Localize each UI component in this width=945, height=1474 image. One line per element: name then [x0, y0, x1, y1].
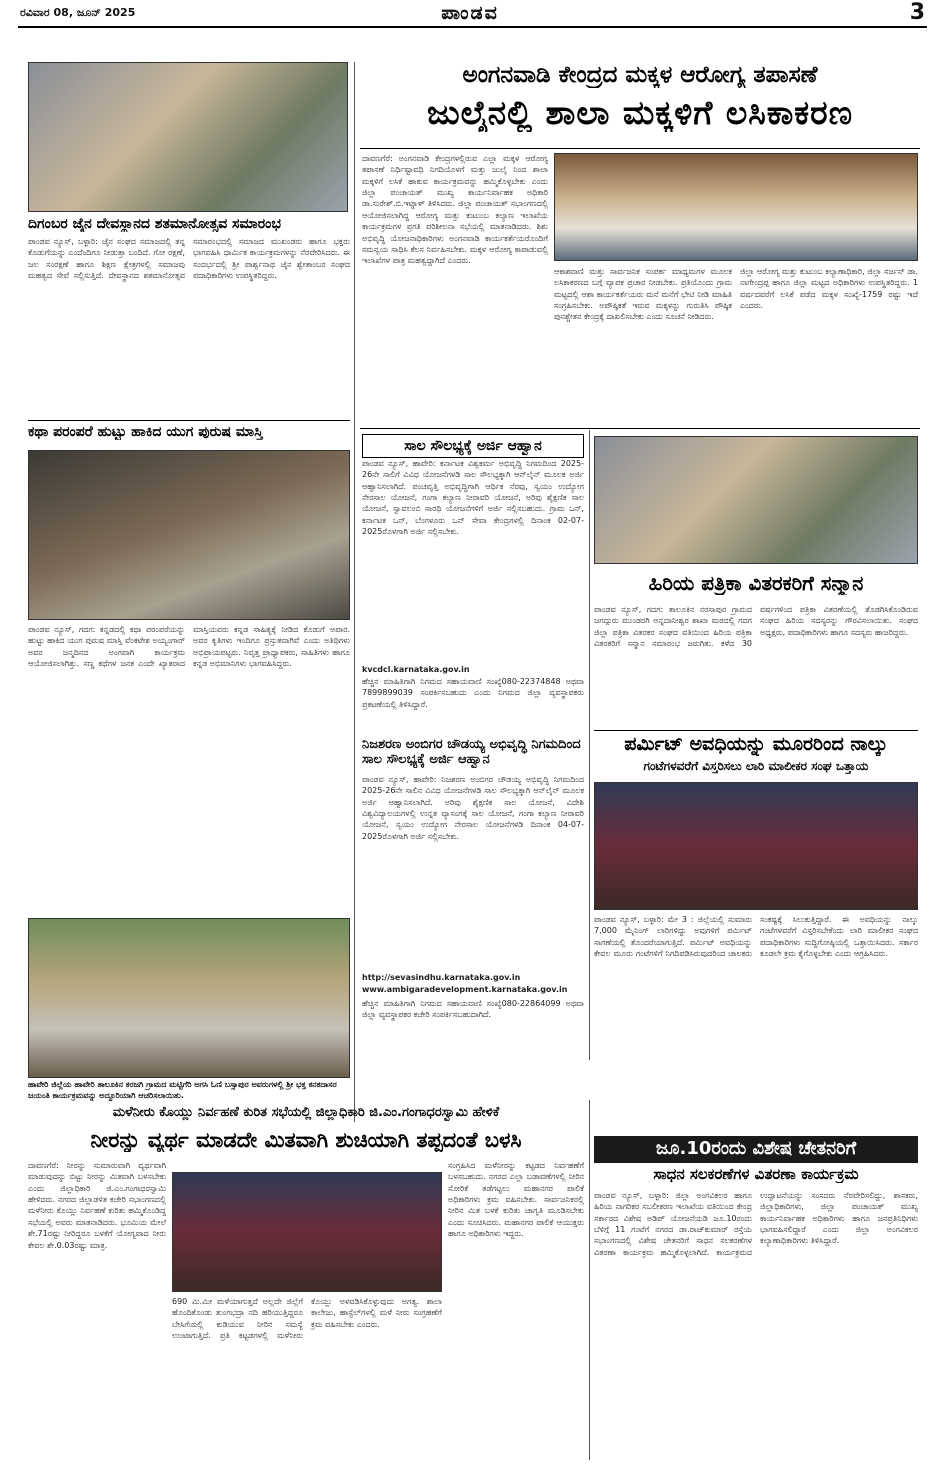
kanaka-jayanti-caption: ಹಾವೇರಿ ಜಿಲ್ಲೆಯ ಹಾವೇರಿ ತಾಲೂಕಿನ ಕರಜಗಿ ಗ್ರಾಮದ ಮಟ್ಟಿಗೆರಿ ಅಗಸಿ ಓಣಿ ಬಸ್ಸಾಪುರ ಅವರುಗಳಲ್ಲಿ ಶ್ರೀ ಭಕ್ತ ಕನಕದಾಸರ ಜಯಂತಿ ಕಾರ್ಯಕ್ರಮವನ್ನು ಅದ್ದೂರಿಯಾಗಿ ಆಚರಿಸಲಾಯಿತು.: [28, 1080, 337, 1100]
water-body-a: ದಾವಣಗೆರೆ: ನೀರನ್ನು ಸುಮಾರುವಾಗಿ ವ್ಯರ್ಥವಾಗಿ ಮಾಡುವುದನ್ನು ಬಿಟ್ಟು ನೀರನ್ನು ಮಿತವಾಗಿ ಬಳಸಬೇಕು ಎಂದು ಜಿಲ್ಲಾಧಿಕಾರಿ ಜಿ.ಎಂ.ಗಂಗಾಧರಸ್ವಾಮಿ ಹೇಳಿದರು. ನಗರದ ಜಿಲ್ಲಾಡಳಿತ ಕಚೇರಿ ಸಭಾಂಗಣದಲ್ಲಿ ಮಳೆನೀರು ಕೊಯ್ಲು ನಿರ್ವಹಣೆ ಕುರಿತು ಹಮ್ಮಿಕೊಂಡಿದ್ದ ಸಭೆಯಲ್ಲಿ ಅವರು ಮಾತನಾಡಿದರು. ಭೂಮಿಯ ಮೇಲೆ ಶೇ.71ರಷ್ಟು ನೀರಿದ್ದರೂ ಬಳಕೆಗೆ ಯೋಗ್ಯವಾದ ನೀರು ಕೇವಲ ಶೇ.0.03ರಷ್ಟು ಮಾತ್ರ.: [28, 1161, 166, 1250]
divider: [594, 730, 918, 731]
main-body-a: ದಾವಣಗೆರೆ: ಅಂಗನವಾಡಿ ಕೇಂದ್ರಗಳಲ್ಲಿರುವ ಎಲ್ಲಾ ಮಕ್ಕಳ ಆರೋಗ್ಯ ತಪಾಸಣೆ ನಿರ್ಧಿಷ್ಟಾವಧಿ ನಿಗದಿಯೊಳಗೆ ಮತ್ತು ಜುಲೈ ನಿಂದ ಶಾಲಾ ಮಕ್ಕಳಿಗೆ ಲಸಿಕೆ ಹಾಕುವ ಕಾರ್ಯಕ್ರಮವನ್ನು ಹಮ್ಮಿಕೊಳ್ಳಬೇಕು ಎಂದು ಜಿಲ್ಲಾ ಪಂಚಾಯತ್ ಮುಖ್ಯ ಕಾರ್ಯನಿರ್ವಾಹಕ ಅಧಿಕಾರಿ ಡಾ.ಸುರೇಶ್.ಬಿ.ಇಟ್ನಾಳ್ ತಿಳಿಸಿದರು. ಜಿಲ್ಲಾ ಪಂಚಾಯತ್ ಸಭಾಂಗಣದಲ್ಲಿ ಆಯೋಜಿಸಲಾಗಿದ್ದ ಆರೋಗ್ಯ ಮತ್ತು ಕುಟುಂಬ ಕಲ್ಯಾಣ ಇಲಾಖೆಯ ಕಾರ್ಯಕ್ರಮಗಳ ಪ್ರಗತಿ ಪರಿಶೀಲನಾ ಸಭೆಯಲ್ಲಿ ಮಾತನಾಡಿದರು. ಶಿಶು ಅಭಿವೃದ್ಧಿ ಯೋಜನಾಧಿಕಾರಿಗಳು ಅಂಗನವಾಡಿ ಕಾರ್ಯಕರ್ತೆಯರೊಂದಿಗೆ ಸಮನ್ವಯ ಸಾಧಿಸಿ ಕೆಲಸ ನಿರ್ವಹಿಸಬೇಕು. ಮಕ್ಕಳ ಆರೋಗ್ಯ ಕಾಪಾಡುವಲ್ಲಿ ಇಲಾಖೆಗಳ ಪಾತ್ರ ಮಹತ್ವದ್ದಾಗಿದೆ ಎಂದರು.: [362, 154, 548, 266]
kanaka-jayanti-photo: [28, 918, 350, 1078]
ambiga-body: ಪಾಂಡವ ನ್ಯೂಸ್, ಹಾವೇರಿ: ನಿಜಶರಣ ಅಂಬಿಗರ ಚೌಡಯ್ಯ ಅಭಿವೃದ್ಧಿ ನಿಗಮದಿಂದ 2025-26ನೇ ಸಾಲಿನ ವಿವಿಧ ಯೋಜನೆಗಳಡಿ ಸಾಲ ಸೌಲಭ್ಯಕ್ಕಾಗಿ ಆನ್‌ಲೈನ್ ಮೂಲಕ ಅರ್ಜಿ ಆಹ್ವಾನಿಸಲಾಗಿದೆ. ಅರಿವು ಶೈಕ್ಷಣಿಕ ಸಾಲ ಯೋಜನೆ, ವಿದೇಶಿ ವಿಶ್ವವಿದ್ಯಾಲಯಗಳಲ್ಲಿ ಉನ್ನತ ವ್ಯಾಸಂಗಕ್ಕೆ ಸಾಲ ಯೋಜನೆ, ಗಂಗಾ ಕಲ್ಯಾಣ ನೀರಾವರಿ ಯೋಜನೆ, ಸ್ವಯಂ ಉದ್ಯೋಗ ನೇರಸಾಲ ಯೋಜನೆಗಳಡಿ ದಿನಾಂಕ 04-07-2025ರೊಳಗಾಗಿ ಅರ್ಜಿ ಸಲ್ಲಿಸಬೇಕು.: [362, 775, 584, 841]
masti-headline: ಕಥಾ ಪರಂಪರೆ ಹುಟ್ಟು ಹಾಕಿದ ಯುಗ ಪುರುಷ ಮಾಸ್ತಿ: [28, 424, 263, 440]
divider: [360, 148, 920, 149]
column-divider: [354, 62, 355, 1122]
ambiga-url-2[interactable]: www.ambigaradevelopment.karnataka.gov.in: [362, 985, 568, 994]
newspaper-name: ಪಾಂಡವ: [441, 2, 499, 24]
water-body-c: ಸಂಗ್ರಹಿಸಿದ ಮಳೆನೀರನ್ನು ಕಟ್ಟಡದ ನಿರ್ವಹಣೆಗೆ ಬಳಸಬಹುದು. ನಗರದ ಎಲ್ಲಾ ಬಡಾವಣೆಗಳಲ್ಲಿ ನೀರಿನ ಸೋರಿಕೆ ತಡೆಗಟ್ಟಲು ಮಹಾನಗರ ಪಾಲಿಕೆ ಅಧಿಕಾರಿಗಳು ಕ್ರಮ ವಹಿಸಬೇಕು. ಸಾರ್ವಜನಿಕರಲ್ಲಿ ನೀರಿನ ಮಿತ ಬಳಕೆ ಕುರಿತು ಜಾಗೃತಿ ಮೂಡಿಸಬೇಕು ಎಂದು ಸೂಚಿಸಿದರು. ಮಹಾನಗರ ಪಾಲಿಕೆ ಆಯುಕ್ತರು ಹಾಗೂ ಅಧಿಕಾರಿಗಳು ಇದ್ದರು.: [448, 1161, 584, 1239]
divider: [28, 420, 350, 421]
main-headline: ಜುಲೈನಲ್ಲಿ ಶಾಲಾ ಮಕ್ಕಳಿಗೆ ಲಸಿಕಾಕರಣ: [427, 94, 853, 132]
disabled-body: ಪಾಂಡವ ನ್ಯೂಸ್, ಬಳ್ಳಾರಿ: ಜಿಲ್ಲಾ ಅಂಗವಿಕಲರ ಹಾಗೂ ಹಿರಿಯ ನಾಗರಿಕರ ಸಬಲೀಕರಣ ಇಲಾಖೆಯ ವತಿಯಿಂದ ಕೇಂದ್ರ ಸರ್ಕಾರದ ವಿಶೇಷ ಅಡಿಪ್ ಯೋಜನೆಯಡಿ ಜೂ.10ರಂದು ಬೆಳಿಗ್ಗೆ 11 ಗಂಟೆಗೆ ನಗರದ ಡಾ.ರಾಜ್‌ಕುಮಾರ್ ರಸ್ತೆಯ ಸಭಾಂಗಣದಲ್ಲಿ ವಿಶೇಷ ಚೇತನರಿಗೆ ಸಾಧನ ಸಲಕರಣೆಗಳ ವಿತರಣಾ ಕಾರ್ಯಕ್ರಮ ಹಮ್ಮಿಕೊಳ್ಳಲಾಗಿದೆ. ಕಾರ್ಯಕ್ರಮದ ಉದ್ಘಾಟನೆಯನ್ನು ಸಂಸದರು ನೆರವೇರಿಸಲಿದ್ದು, ಶಾಸಕರು, ಜಿಲ್ಲಾಧಿಕಾರಿಗಳು, ಜಿಲ್ಲಾ ಪಂಚಾಯತ್ ಮುಖ್ಯ ಕಾರ್ಯನಿರ್ವಾಹಕ ಅಧಿಕಾರಿಗಳು ಹಾಗೂ ಜನಪ್ರತಿನಿಧಿಗಳು ಭಾಗವಹಿಸಲಿದ್ದಾರೆ ಎಂದು ಜಿಲ್ಲಾ ಅಂಗವಿಕಲರ ಕಲ್ಯಾಣಾಧಿಕಾರಿಗಳು ತಿಳಿಸಿದ್ದಾರೆ.: [594, 1191, 918, 1257]
masti-body: ಪಾಂಡವ ನ್ಯೂಸ್, ಗದಗ: ಕನ್ನಡದಲ್ಲಿ ಕಥಾ ಪರಂಪರೆಯನ್ನು ಹುಟ್ಟು ಹಾಕಿದ ಯುಗ ಪುರುಷ ಮಾಸ್ತಿ ವೆಂಕಟೇಶ ಅಯ್ಯಂಗಾರ್ ಅವರ ಜನ್ಮದಿನದ ಅಂಗವಾಗಿ ಕಾರ್ಯಕ್ರಮ ಆಯೋಜಿಸಲಾಗಿತ್ತು. ಸಣ್ಣ ಕಥೆಗಳ ಜನಕ ಎಂದೇ ಖ್ಯಾತರಾದ ಮಾಸ್ತಿಯವರು ಕನ್ನಡ ಸಾಹಿತ್ಯಕ್ಕೆ ನೀಡಿದ ಕೊಡುಗೆ ಅಪಾರ. ಅವರ ಕೃತಿಗಳು ಇಂದಿಗೂ ಪ್ರಸ್ತುತವಾಗಿವೆ ಎಂದು ಅತಿಥಿಗಳು ಅಭಿಪ್ರಾಯಪಟ್ಟರು. ನಿವೃತ್ತ ಪ್ರಾಧ್ಯಾಪಕರು, ಸಾಹಿತಿಗಳು ಹಾಗೂ ಕನ್ನಡ ಅಭಿಮಾನಿಗಳು ಭಾಗವಹಿಸಿದ್ದರು.: [28, 625, 350, 669]
page-number: 3: [909, 0, 925, 25]
water-meeting-photo: [172, 1172, 442, 1292]
water-headline: ನೀರನ್ನು ವ್ಯರ್ಥ ಮಾಡದೇ ಮಿತವಾಗಿ ಶುಚಿಯಾಗಿ ತಪ್ಪದಂತೆ ಬಳಸಿ: [90, 1128, 522, 1152]
vendors-body: ಪಾಂಡವ ನ್ಯೂಸ್, ಗದಗ: ತಾಲೂಕಿನ ನರಸಾಪುರ ಗ್ರಾಮದ ಜಗದ್ಗುರು ಮುಂಡರಗಿ ಅನ್ನದಾನೀಶ್ವರ ಶಾಖಾ ಮಠದಲ್ಲಿ ಗದಗ ಜಿಲ್ಲಾ ಪತ್ರಿಕಾ ವಿತರಕರ ಸಂಘದ ವತಿಯಿಂದ ಹಿರಿಯ ಪತ್ರಿಕಾ ವಿತರಕರಿಗೆ ಸನ್ಮಾನ ಸಮಾರಂಭ ಜರುಗಿತು. ಕಳೆದ 30 ವರ್ಷಗಳಿಂದ ಪತ್ರಿಕಾ ವಿತರಣೆಯಲ್ಲಿ ತೊಡಗಿಸಿಕೊಂಡಿರುವ ಸಂಘದ ಹಿರಿಯ ಸದಸ್ಯರನ್ನು ಗೌರವಿಸಲಾಯಿತು. ಸಂಘದ ಅಧ್ಯಕ್ಷರು, ಪದಾಧಿಕಾರಿಗಳು ಹಾಗೂ ಸದಸ್ಯರು ಹಾಜರಿದ್ದರು.: [594, 605, 918, 649]
main-body-c: ಆಕಾಶವಾಣಿ ಮತ್ತು ಸಾರ್ವಜನಿಕ ಸಂಪರ್ಕ ಮಾಧ್ಯಮಗಳ ಮೂಲಕ ಲಸಿಕಾಕರಣದ ಬಗ್ಗೆ ವ್ಯಾಪಕ ಪ್ರಚಾರ ನೀಡಬೇಕು. ಪ್ರತಿಯೊಂದು ಗ್ರಾಮ ಮಟ್ಟದಲ್ಲಿ ಆಶಾ ಕಾರ್ಯಕರ್ತೆಯರು ಮನೆ ಮನೆಗೆ ಭೇಟಿ ನೀಡಿ ಮಾಹಿತಿ ಸಂಗ್ರಹಿಸಬೇಕು. ಅಪೌಷ್ಠಿಕತೆ ಇರುವ ಮಕ್ಕಳನ್ನು ಗುರುತಿಸಿ ಪೌಷ್ಠಿಕ ಪುನಶ್ಚೇತನ ಕೇಂದ್ರಕ್ಕೆ ದಾಖಲಿಸಬೇಕು ಎಂದು ಸೂಚನೆ ನೀಡಿದರು.: [554, 267, 732, 322]
lorry-headline: ಪರ್ಮಿಟ್ ಅವಧಿಯನ್ನು ಮೂರರಿಂದ ನಾಲ್ಕು: [624, 734, 888, 755]
issue-date: ರವಿವಾರ 08, ಜೂನ್ 2025: [20, 6, 136, 19]
jain-headline: ದಿಗಂಬರ ಜೈನ ದೇವಸ್ಥಾನದ ಶತಮಾನೋತ್ಸವ ಸಮಾರಂಭ: [28, 216, 281, 232]
disabled-kicker: ಜೂ.10ರಂದು ವಿಶೇಷ ಚೇತನರಿಗೆ: [594, 1136, 918, 1163]
disabled-headline: ಸಾಧನ ಸಲಕರಣೆಗಳ ವಿತರಣಾ ಕಾರ್ಯಕ್ರಮ: [653, 1166, 859, 1183]
lorry-body: ಪಾಂಡವ ನ್ಯೂಸ್, ಬಳ್ಳಾರಿ: ಮೇ 3 : ಜಿಲ್ಲೆಯಲ್ಲಿ ಸುಮಾರು 7,000 ಮೈನಿಂಗ್ ಲಾರಿಗಳಿದ್ದು ಅವುಗಳಿಗೆ ಪರ್ಮಿಟ್ ಸಾಗಣೆಯಲ್ಲಿ ತೊಂದರೆಯಾಗುತ್ತಿದೆ. ಪರ್ಮಿಟ್ ಅವಧಿಯನ್ನು ಕೇವಲ ಮೂರು ಗಂಟೆಗಳಿಗೆ ನಿಗದಿಪಡಿಸಿರುವುದರಿಂದ ಚಾಲಕರು ಸಂಕಷ್ಟಕ್ಕೆ ಸಿಲುಕುತ್ತಿದ್ದಾರೆ. ಈ ಅವಧಿಯನ್ನು ನಾಲ್ಕು ಗಂಟೆಗಳವರೆಗೆ ವಿಸ್ತರಿಸಬೇಕೆಂದು ಲಾರಿ ಮಾಲೀಕರ ಸಂಘದ ಪದಾಧಿಕಾರಿಗಳು ಸುದ್ದಿಗೋಷ್ಠಿಯಲ್ಲಿ ಒತ್ತಾಯಿಸಿದರು. ಸರ್ಕಾರ ಕೂಡಲೇ ಕ್ರಮ ಕೈಗೊಳ್ಳಬೇಕು ಎಂದು ಆಗ್ರಹಿಸಿದರು.: [594, 915, 918, 959]
health-meeting-photo: [554, 153, 918, 261]
loan-headline: ಸಾಲ ಸೌಲಭ್ಯಕ್ಕೆ ಅರ್ಜಿ ಆಹ್ವಾನ: [362, 434, 584, 458]
main-body-d: ಜಿಲ್ಲಾ ಆರೋಗ್ಯ ಮತ್ತು ಕುಟುಂಬ ಕಲ್ಯಾಣಾಧಿಕಾರಿ, ಜಿಲ್ಲಾ ಸರ್ಜನ್ ಡಾ. ನಾಗೇಂದ್ರಪ್ಪ ಹಾಗೂ ಜಿಲ್ಲಾ ಮಟ್ಟದ ಅಧಿಕಾರಿಗಳು ಉಪಸ್ಥಿತರಿದ್ದರು. 1 ವರ್ಷದವರೆಗೆ ಲಸಿಕೆ ಪಡೆದ ಮಕ್ಕಳ ಸಂಖ್ಯೆ-1759 ರಷ್ಟು ಇದೆ ಎಂದರು.: [740, 267, 918, 311]
ambiga-url-1[interactable]: http://sevasindhu.karnataka.gov.in: [362, 973, 521, 982]
loan-url[interactable]: kvcdcl.karnataka.gov.in: [362, 665, 470, 674]
water-kicker: ಮಳೆನೀರು ಕೊಯ್ಲು ನಿರ್ವಹಣೆ ಕುರಿತ ಸಭೆಯಲ್ಲಿ ಜಿಲ್ಲಾಧಿಕಾರಿ ಜಿ.ಎಂ.ಗಂಗಾಧರಸ್ವಾಮಿ ಹೇಳಿಕೆ: [112, 1106, 500, 1120]
loan-body-2: ಹೆಚ್ಚಿನ ಮಾಹಿತಿಗಾಗಿ ನಿಗಮದ ಸಹಾಯವಾಣಿ ಸಂಖ್ಯೆ080-22374848 ಅಥವಾ 7899899039 ಸಂಪರ್ಕಿಸಬಹುದು ಎಂದು ನಿಗಮದ ಜಿಲ್ಲಾ ವ್ಯವಸ್ಥಾಪಕರು ಪ್ರಕಟಣೆಯಲ್ಲಿ ತಿಳಿಸಿದ್ದಾರೆ.: [362, 677, 584, 709]
main-kicker: ಅಂಗನವಾಡಿ ಕೇಂದ್ರದ ಮಕ್ಕಳ ಆರೋಗ್ಯ ತಪಾಸಣೆ: [462, 62, 818, 88]
masti-tribute-photo: [28, 450, 350, 620]
jain-event-photo: [28, 62, 348, 212]
lorry-subhead: ಗಂಟೆಗಳವರೆಗೆ ವಿಸ್ತರಿಸಲು ಲಾರಿ ಮಾಲೀಕರ ಸಂಘ ಒತ್ತಾಯ: [643, 760, 869, 773]
vendors-felicitation-photo: [594, 436, 918, 564]
water-body-b: 690 ಮಿ.ಮೀ ಮಳೆಯಾಗುತ್ತದೆ ಅಲ್ಲದೇ ಜಿಲ್ಲೆಗೆ ಹೊಂದಿಕೊಂಡು ತುಂಗಭದ್ರಾ ನದಿ ಹರಿಯುತ್ತಿದ್ದರೂ ಬೇಸಿಗೆಯಲ್ಲಿ ಕುಡಿಯುವ ನೀರಿನ ಸಮಸ್ಯೆ ಉಂಟಾಗುತ್ತಿದೆ. ಪ್ರತಿ ಕಟ್ಟಡಗಳಲ್ಲಿ ಮಳೆನೀರು ಕೊಯ್ಲು ಅಳವಡಿಸಿಕೊಳ್ಳುವುದು ಅಗತ್ಯ. ಶಾಲಾ ಕಾಲೇಜು, ಹಾಸ್ಟೆಲ್‌ಗಳಲ್ಲಿ ಮಳೆ ನೀರು ಸಂಗ್ರಹಣೆಗೆ ಕ್ರಮ ವಹಿಸಬೇಕು ಎಂದರು.: [172, 1297, 442, 1341]
divider: [360, 428, 920, 429]
vendors-headline: ಹಿರಿಯ ಪತ್ರಿಕಾ ವಿತರಕರಿಗೆ ಸನ್ಮಾನ: [648, 572, 864, 595]
lorry-press-meet-photo: [594, 782, 918, 910]
jain-body: ಪಾಂಡವ ನ್ಯೂಸ್, ಬಳ್ಳಾರಿ: ಜೈನ ಸಂಘದ ಸಮಾಜದಲ್ಲಿ ತನ್ನ ಕೊಡುಗೆಯನ್ನು ಎಂದೆಂದಿಗೂ ನೀಡುತ್ತಾ ಬಂದಿದೆ. ಗೋ ರಕ್ಷಣೆ, ಜಲ ಸಂರಕ್ಷಣೆ ಹಾಗೂ ಶಿಕ್ಷಣ ಕ್ಷೇತ್ರಗಳಲ್ಲಿ ಸಮಾಜವು ಮಹತ್ವದ ಸೇವೆ ಸಲ್ಲಿಸುತ್ತಿದೆ. ದೇವಸ್ಥಾನದ ಶತಮಾನೋತ್ಸವ ಸಮಾರಂಭದಲ್ಲಿ ಸಮಾಜದ ಮುಖಂಡರು ಹಾಗೂ ಭಕ್ತರು ಭಾಗವಹಿಸಿ ಧಾರ್ಮಿಕ ಕಾರ್ಯಕ್ರಮಗಳನ್ನು ನೆರವೇರಿಸಿದರು. ಈ ಸಂದರ್ಭದಲ್ಲಿ ಶ್ರೀ ಪಾರ್ಶ್ವನಾಥ ಜೈನ ಶ್ವೇತಾಂಬರ ಸಂಘದ ಪದಾಧಿಕಾರಿಗಳು ಉಪಸ್ಥಿತರಿದ್ದರು.: [28, 237, 350, 281]
loan-body: ಪಾಂಡವ ನ್ಯೂಸ್, ಹಾವೇರಿ: ಕರ್ನಾಟಕ ವಿಶ್ವಕರ್ಮ ಅಭಿವೃದ್ಧಿ ನಿಗಮದಿಂದ 2025-26ನೇ ಸಾಲಿಗೆ ವಿವಿಧ ಯೋಜನೆಗಳಡಿ ಸಾಲ ಸೌಲಭ್ಯಕ್ಕಾಗಿ ಆನ್‌ಲೈನ್ ಮೂಲಕ ಅರ್ಜಿ ಆಹ್ವಾನಿಸಲಾಗಿದೆ. ಪಂಚವೃತ್ತಿ ಅಭಿವೃದ್ಧಿಗಾಗಿ ಆರ್ಥಿಕ ನೆರವು, ಸ್ವಯಂ ಉದ್ಯೋಗ ನೇರಸಾಲ ಯೋಜನೆ, ಗಂಗಾ ಕಲ್ಯಾಣ ನೀರಾವರಿ ಯೋಜನೆ, ಅರಿವು ಶೈಕ್ಷಣಿಕ ಸಾಲ ಯೋಜನೆ, ಸ್ವಾವಲಂಬಿ ಸಾರಥಿ ಯೋಜನೆಗಳಿಗೆ ಅರ್ಜಿ ಸಲ್ಲಿಸಬಹುದು. ಗ್ರಾಮ ಒನ್, ಕರ್ನಾಟಕ ಒನ್, ಬೆಂಗಳೂರು ಒನ್ ಸೇವಾ ಕೇಂದ್ರಗಳಲ್ಲಿ ದಿನಾಂಕ 02-07-2025ರೊಳಗಾಗಿ ಅರ್ಜಿ ಸಲ್ಲಿಸಬೇಕು.: [362, 459, 584, 537]
column-divider: [589, 1100, 590, 1460]
ambiga-body-2: ಹೆಚ್ಚಿನ ಮಾಹಿತಿಗಾಗಿ ನಿಗಮದ ಸಹಾಯವಾಣಿ ಸಂಖ್ಯೆ080-22864099 ಅಥವಾ ಜಿಲ್ಲಾ ವ್ಯವಸ್ಥಾಪಕರ ಕಚೇರಿ ಸಂಪರ್ಕಿಸಬಹುದಾಗಿದೆ.: [362, 999, 584, 1020]
masthead-rule: [18, 26, 927, 28]
column-divider: [589, 430, 590, 1060]
ambiga-headline: ನಿಜಶರಣ ಅಂಬಿಗರ ಚೌಡಯ್ಯ ಅಭಿವೃದ್ಧಿ ನಿಗಮದಿಂದ ಸಾಲ ಸೌಲಭ್ಯಕ್ಕೆ ಅರ್ಜಿ ಆಹ್ವಾನ: [362, 738, 581, 767]
